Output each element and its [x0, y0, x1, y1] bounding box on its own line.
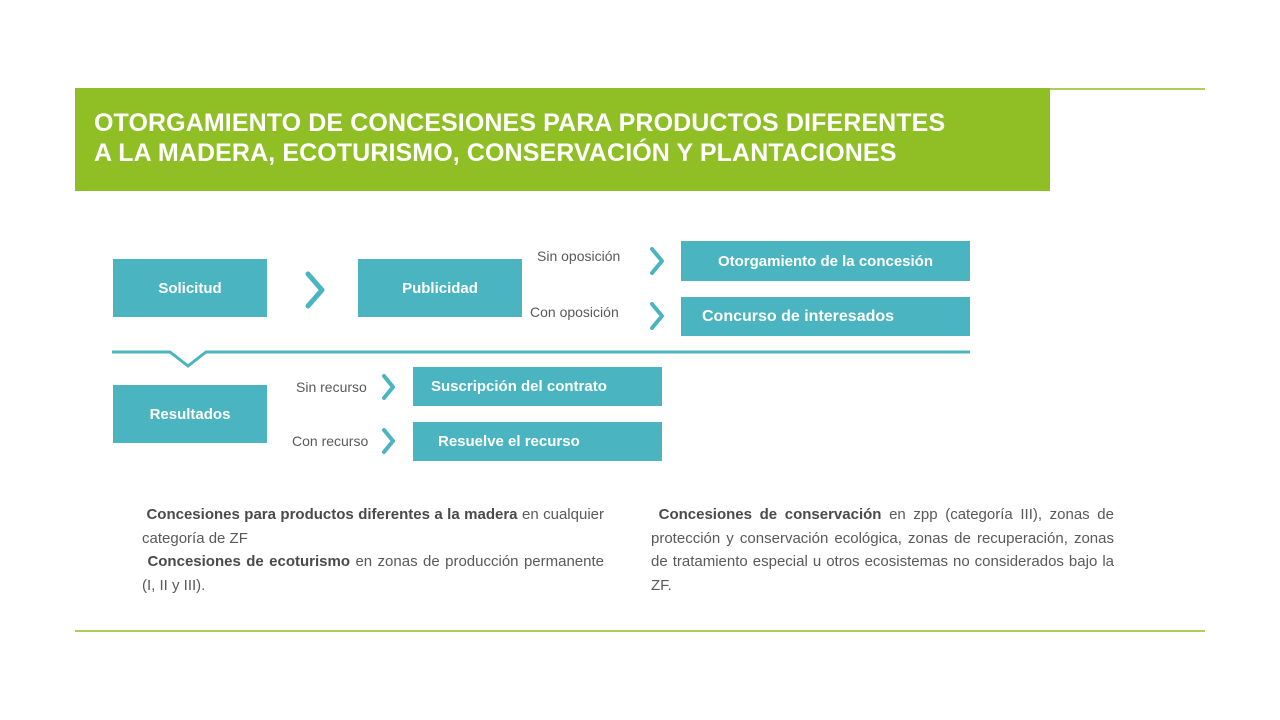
section-divider	[110, 330, 974, 370]
resuelve-box: Resuelve el recurso	[413, 422, 662, 461]
top-rule	[1050, 88, 1205, 90]
title-banner	[75, 88, 1050, 191]
paragraph-ecotourism: Concesiones de ecoturismo en zonas de producción permanente (I, II y III).	[142, 553, 604, 594]
chevron-right-icon	[377, 425, 401, 457]
title-line-1: OTORGAMIENTO DE CONCESIONES PARA PRODUCTOS DIFERENTES	[94, 109, 946, 137]
label-con-recurso: Con recurso	[292, 433, 369, 449]
label-sin-recurso: Sin recurso	[296, 379, 367, 395]
label-con-oposicion: Con oposición	[530, 304, 619, 320]
otorgamiento-box: Otorgamiento de la concesión	[681, 241, 970, 281]
title-line-2: A LA MADERA, ECOTURISMO, CONSERVACIÓN Y PLANTACIONES	[94, 139, 897, 167]
chevron-right-icon	[300, 268, 330, 312]
paragraph-conservation: Concesiones de conservación en zpp (categoría III), zonas de protección y conservación ecológica, zonas de recuperación, zonas de tratamiento especial u otros ecosistemas no considerados bajo la ZF.	[651, 506, 1114, 594]
suscripcion-box: Suscripción del contrato	[413, 367, 662, 406]
bottom-rule	[75, 630, 1205, 632]
label-sin-oposicion: Sin oposición	[537, 248, 621, 264]
publicidad-box: Publicidad	[358, 259, 522, 317]
chevron-right-icon	[377, 371, 401, 403]
paragraph-non-timber: Concesiones para productos diferentes a la madera en cualquier categoría de ZF	[142, 506, 604, 547]
resultados-box: Resultados	[113, 385, 267, 443]
text-right-column	[651, 503, 1114, 597]
solicitud-box: Solicitud	[113, 259, 267, 317]
text-left-column	[142, 503, 604, 597]
chevron-right-icon	[645, 244, 669, 278]
chevron-right-icon	[645, 299, 669, 333]
concurso-box: Concurso de interesados	[681, 297, 970, 336]
